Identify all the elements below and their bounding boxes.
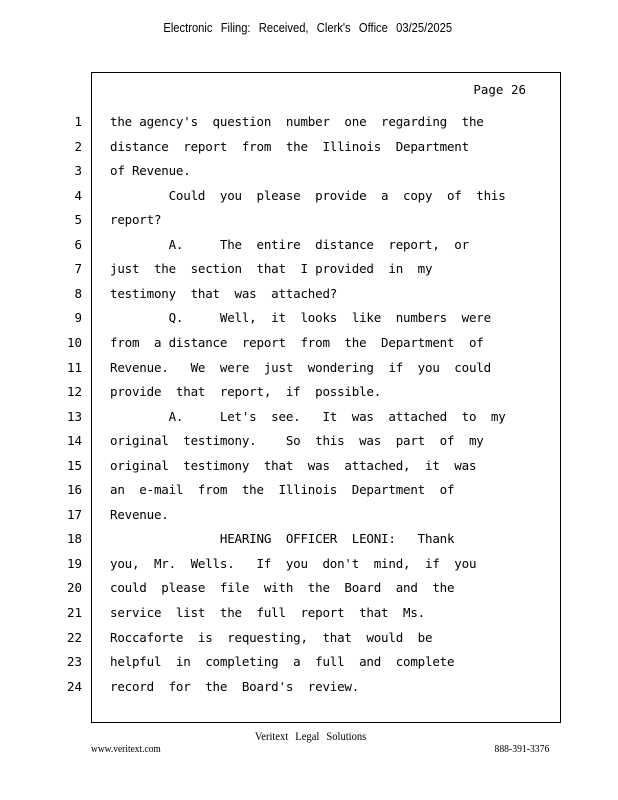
transcript-line-text: HEARING OFFICER LEONI: Thank <box>110 531 455 546</box>
line-number: 8 <box>74 286 82 301</box>
transcript-line-text: original testimony that was attached, it was <box>110 458 477 473</box>
line-number: 10 <box>66 335 82 350</box>
line-number: 2 <box>74 139 82 154</box>
transcript-line-text: testimony that was attached? <box>110 286 338 301</box>
line-number: 9 <box>74 310 82 325</box>
transcript-line-text: Revenue. We were just wondering if you could <box>110 360 491 375</box>
transcript-line-text: from a distance report from the Department of <box>110 335 484 350</box>
transcript-line-text: service list the full report that Ms. <box>110 605 426 620</box>
line-number: 4 <box>74 188 82 203</box>
transcript-line-text: the agency's question number one regarding the <box>110 114 484 129</box>
line-number: 5 <box>74 212 82 227</box>
line-number: 20 <box>66 580 82 595</box>
page-number: Page 26 <box>473 82 526 97</box>
line-number: 24 <box>66 679 82 694</box>
line-number: 21 <box>66 605 82 620</box>
transcript-line-text: Could you please provide a copy of this <box>110 188 506 203</box>
line-number: 15 <box>66 458 82 473</box>
line-number: 22 <box>66 630 82 645</box>
transcript-line-text: distance report from the Illinois Department <box>110 139 469 154</box>
line-number: 16 <box>66 482 82 497</box>
transcript-line-text: just the section that I provided in my <box>110 261 433 276</box>
line-number: 18 <box>66 531 82 546</box>
line-number: 14 <box>66 433 82 448</box>
line-number: 11 <box>66 360 82 375</box>
line-number: 1 <box>74 114 82 129</box>
transcript-line-text: A. The entire distance report, or <box>110 237 469 252</box>
line-number: 23 <box>66 654 82 669</box>
line-number: 6 <box>74 237 82 252</box>
line-number: 13 <box>66 409 82 424</box>
transcript-line-text: A. Let's see. It was attached to my <box>110 409 506 424</box>
transcript-line-text: an e-mail from the Illinois Department of <box>110 482 455 497</box>
footer-website: www.veritext.com <box>91 743 161 755</box>
line-number: 19 <box>66 556 82 571</box>
line-number: 7 <box>74 261 82 276</box>
line-number: 17 <box>66 507 82 522</box>
transcript-line-text: Revenue. <box>110 507 169 522</box>
footer-phone: 888-391-3376 <box>494 743 549 755</box>
line-number: 3 <box>74 163 82 178</box>
transcript-line-text: report? <box>110 212 162 227</box>
transcript-line-text: Roccaforte is requesting, that would be <box>110 630 433 645</box>
transcript-line-text: of Revenue. <box>110 163 191 178</box>
footer-company-name: Veritext Legal Solutions <box>254 729 367 743</box>
transcript-line-text: helpful in completing a full and complete <box>110 654 455 669</box>
transcript-line-text: provide that report, if possible. <box>110 384 382 399</box>
transcript-line-text: record for the Board's review. <box>110 679 360 694</box>
transcript-line-text: you, Mr. Wells. If you don't mind, if you <box>110 556 477 571</box>
filing-stamp-header: Electronic Filing: Received, Clerk's Office 03/25/2025 <box>163 20 453 35</box>
transcript-line-text: could please file with the Board and the <box>110 580 455 595</box>
line-number: 12 <box>66 384 82 399</box>
transcript-line-text: original testimony. So this was part of my <box>110 433 484 448</box>
transcript-line-text: Q. Well, it looks like numbers were <box>110 310 491 325</box>
